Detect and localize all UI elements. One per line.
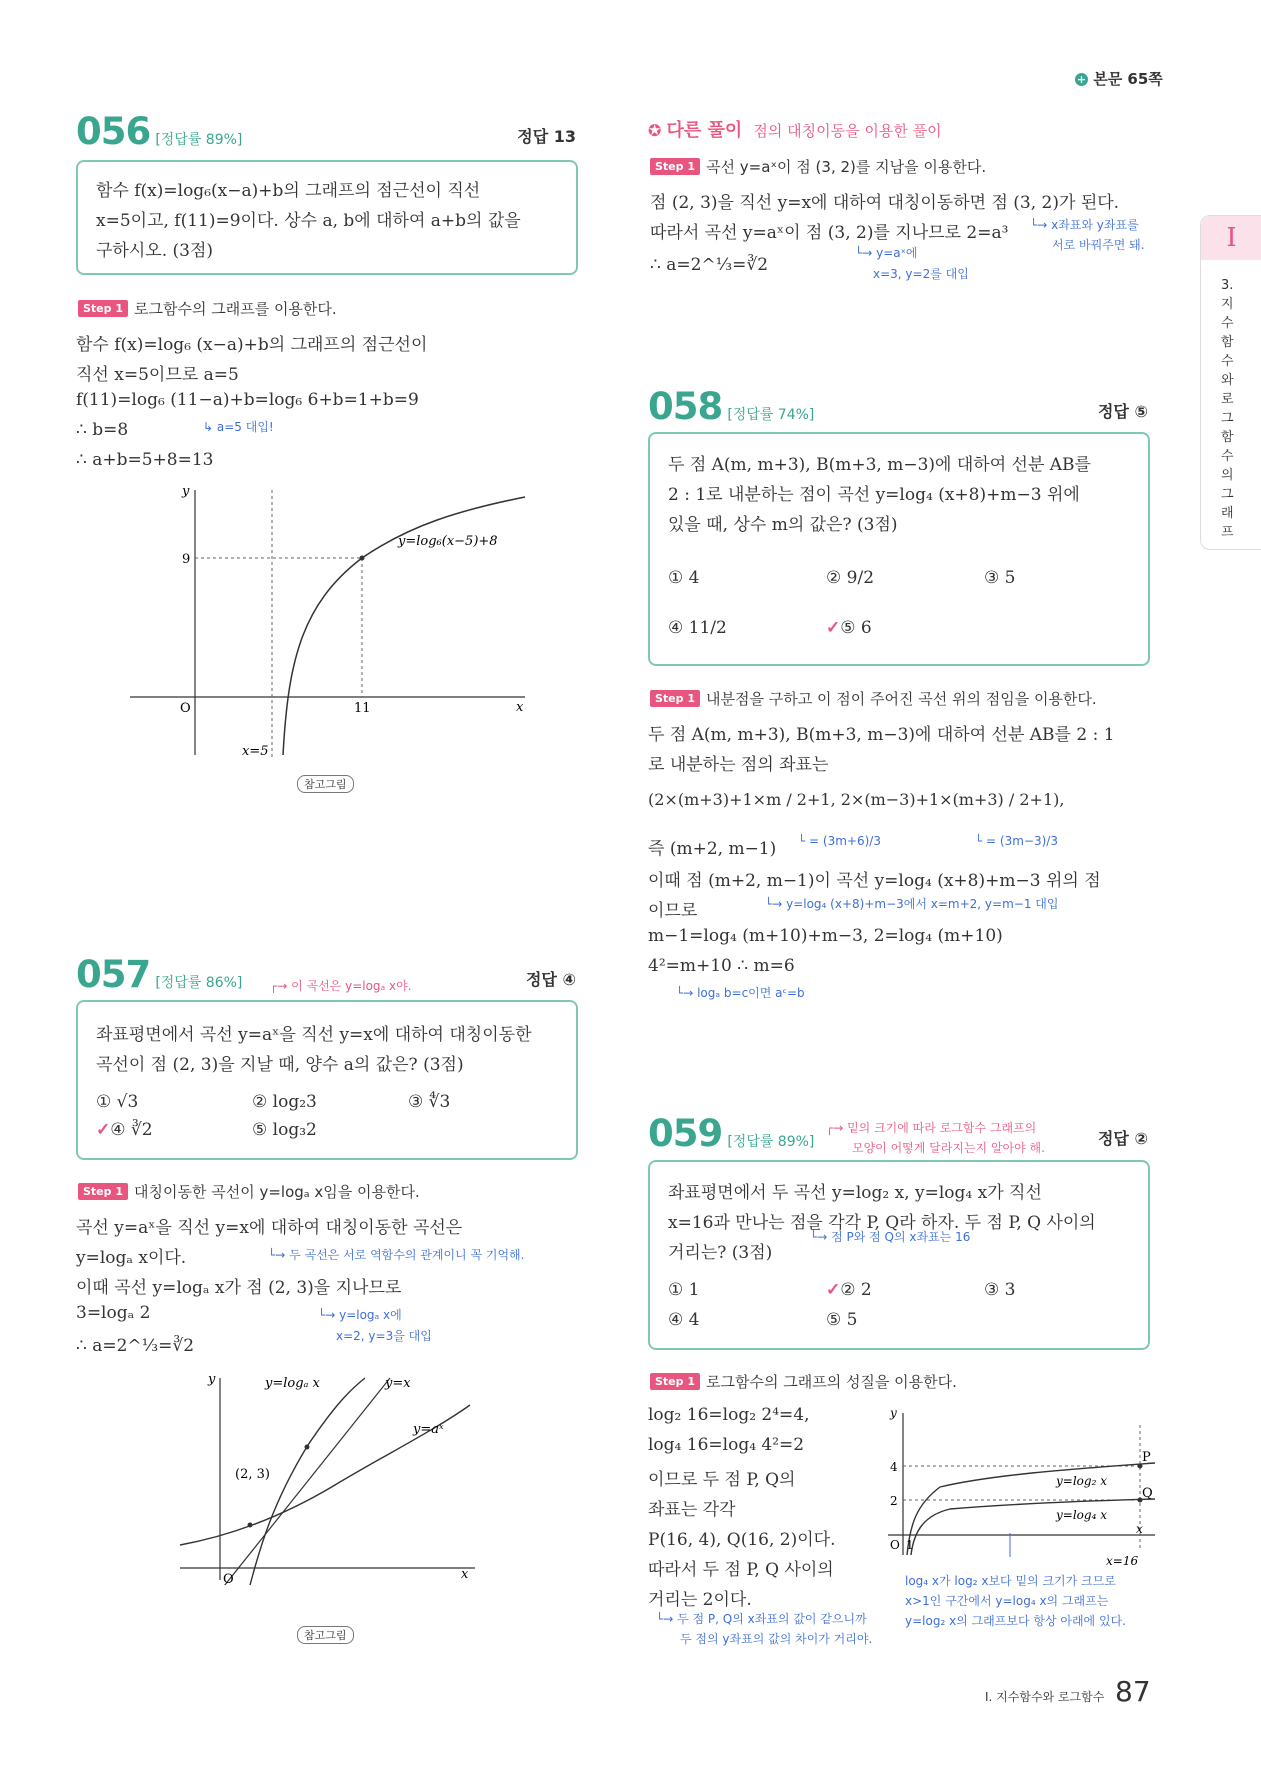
- choice[interactable]: ② log₂3: [252, 1092, 317, 1112]
- step-badge: Step 1: [78, 1183, 128, 1200]
- answer-label: 정답 ④: [525, 970, 576, 989]
- choice[interactable]: ② 9/2: [826, 568, 875, 588]
- step-text: 곡선 y=aˣ이 점 (3, 2)를 지남을 이용한다.: [706, 158, 987, 176]
- annotation: y=log₂ x의 그래프보다 항상 아래에 있다.: [905, 1614, 1126, 1628]
- step-text: 내분점을 구하고 이 점이 주어진 곡선 위의 점임을 이용한다.: [706, 690, 1097, 708]
- step-badge: Step 1: [650, 1373, 700, 1390]
- solution-line: 직선 x=5이므로 a=5: [76, 365, 239, 385]
- choice[interactable]: ⑤ 5: [826, 1310, 858, 1330]
- problem-number: 056: [76, 110, 151, 153]
- solution-line: ∴ a=2^⅓=∛2: [650, 255, 769, 275]
- reference-tag: 참고그림: [297, 775, 354, 793]
- solution-line: 거리는 2이다.: [648, 1590, 752, 1610]
- annotation: x=2, y=3을 대입: [336, 1329, 432, 1343]
- solution-line: (2×(m+3)+1×m / 2+1, 2×(m−3)+1×(m+3) / 2+1),: [648, 790, 1065, 809]
- step-badge: Step 1: [650, 690, 700, 707]
- solution-line: 로 내분하는 점의 좌표는: [648, 755, 829, 775]
- reference-tag: 참고그림: [297, 1626, 354, 1644]
- solution-line: y=logₐ x이다.: [76, 1248, 187, 1268]
- graph-056: [120, 485, 540, 765]
- svg-text:O: O: [223, 1572, 234, 1585]
- annotation: 두 점의 y좌표의 값의 차이가 거리야.: [680, 1632, 873, 1646]
- solution-line: 따라서 두 점 P, Q 사이의: [648, 1560, 834, 1580]
- problem-056-question: 함수 f(x)=log₆(x−a)+b의 그래프의 점근선이 직선 x=5이고, f(11)=9이다. 상수 a, b에 대하여 a+b의 값을 구하시오. (3점): [76, 160, 578, 275]
- choice[interactable]: ③ 3: [984, 1280, 1016, 1300]
- solution-line: log₄ 16=log₄ 4²=2: [648, 1435, 805, 1455]
- graph-059: [870, 1405, 1160, 1570]
- solution-line: f(11)=log₆ (11−a)+b=log₆ 6+b=1+b=9: [76, 390, 419, 410]
- svg-text:x=5: x=5: [242, 744, 269, 759]
- annotation: └→ 점 P와 점 Q의 x좌표는 16: [810, 1230, 971, 1244]
- solution-line: 이므로: [648, 901, 698, 921]
- svg-text:y=log₄ x: y=log₄ x: [1056, 1508, 1107, 1522]
- svg-text:y: y: [208, 1375, 216, 1387]
- svg-text:y: y: [890, 1406, 897, 1420]
- solution-line: 곡선 y=aˣ을 직선 y=x에 대하여 대칭이동한 곡선은: [76, 1218, 463, 1238]
- page-number: 87: [1115, 1675, 1151, 1708]
- answer-label: 정답 13: [517, 127, 576, 146]
- side-tab: [1200, 215, 1261, 550]
- annotation: 모양이 어떻게 달라지는지 알아야 해.: [852, 1141, 1045, 1155]
- annotation: └→ y=logₐ x에: [318, 1308, 402, 1322]
- solution-line: 이때 점 (m+2, m−1)이 곡선 y=log₄ (x+8)+m−3 위의 점: [648, 871, 1101, 891]
- svg-text:O: O: [890, 1538, 900, 1552]
- problem-058-question: 두 점 A(m, m+3), B(m+3, m−3)에 대하여 선분 AB를 2 : 1로 내분하는 점이 곡선 y=log₄ (x+8)+m−3 위에 있을 때, 상수 m의 값은? (3점) ① 4 ② 9/2 ③ 5 ④ 11/2 ✓⑤ 6: [648, 432, 1150, 666]
- svg-text:11: 11: [354, 701, 371, 716]
- check-icon: ✓: [826, 1280, 841, 1300]
- svg-text:y: y: [182, 485, 190, 499]
- annotation: └→ 두 곡선은 서로 역함수의 관계이니 꼭 기억해.: [268, 1248, 525, 1262]
- solution-line: 점 (2, 3)을 직선 y=x에 대하여 대칭이동하면 점 (3, 2)가 된다.: [650, 193, 1120, 213]
- annotation: └→ y=aˣ에: [855, 246, 918, 260]
- svg-text:y=log₂ x: y=log₂ x: [1056, 1474, 1107, 1488]
- correct-rate: [정답률 89%]: [727, 1134, 815, 1150]
- choice[interactable]: ① 4: [668, 568, 700, 588]
- choice[interactable]: ③ ∜3: [408, 1092, 451, 1112]
- check-icon: ✓: [96, 1120, 111, 1140]
- annotation: ↳ a=5 대입!: [203, 420, 274, 434]
- problem-058-header: [648, 385, 1148, 429]
- solution-line: P(16, 4), Q(16, 2)이다.: [648, 1530, 836, 1550]
- answer-label: 정답 ②: [1097, 1129, 1148, 1148]
- choice[interactable]: ④ 11/2: [668, 618, 727, 638]
- star-icon: ✪: [648, 121, 662, 140]
- check-icon: ✓: [826, 618, 841, 638]
- solution-line: ∴ a+b=5+8=13: [76, 450, 214, 470]
- solution-line: 즉 (m+2, m−1): [648, 839, 777, 859]
- step-badge: Step 1: [650, 158, 700, 175]
- solution-line: 3=logₐ 2: [76, 1303, 151, 1323]
- step-text: 로그함수의 그래프의 성질을 이용한다.: [706, 1373, 957, 1391]
- annotation: └ = (3m−3)/3: [975, 834, 1058, 848]
- problem-056-header: [76, 110, 576, 154]
- choice[interactable]: ④ 4: [668, 1310, 700, 1330]
- choice[interactable]: ③ 5: [984, 568, 1016, 588]
- annotation: ┌→ 밑의 크기에 따라 로그함수 그래프의: [826, 1121, 1037, 1135]
- choice[interactable]: ① 1: [668, 1280, 700, 1300]
- choice-selected[interactable]: ✓④ ∛2: [96, 1120, 153, 1140]
- annotation: └→ logₐ b=c이면 aᶜ=b: [676, 986, 805, 1000]
- svg-text:O: O: [180, 701, 191, 716]
- annotation: └ = (3m+6)/3: [798, 834, 881, 848]
- solution-line: 두 점 A(m, m+3), B(m+3, m−3)에 대하여 선분 AB를 2 : 1: [648, 725, 1115, 745]
- svg-text:(2, 3): (2, 3): [235, 1467, 270, 1482]
- svg-text:x: x: [461, 1567, 469, 1582]
- step-text: 대칭이동한 곡선이 y=logₐ x임을 이용한다.: [134, 1183, 420, 1201]
- svg-text:x: x: [1136, 1522, 1143, 1536]
- problem-057-question: 좌표평면에서 곡선 y=aˣ을 직선 y=x에 대하여 대칭이동한 곡선이 점 (2, 3)을 지날 때, 양수 a의 값은? (3점) ① √3 ② log₂3 ③ ∜3 ✓④ ∛2 ⑤ log₃2: [76, 1000, 578, 1160]
- svg-text:y=x: y=x: [385, 1376, 411, 1391]
- svg-text:2: 2: [890, 1494, 898, 1508]
- problem-number: 057: [76, 953, 151, 996]
- annotation: └→ 두 점 P, Q의 x좌표의 값이 같으니까: [656, 1612, 867, 1626]
- solution-line: log₂ 16=log₂ 2⁴=4,: [648, 1405, 810, 1425]
- choice[interactable]: ① √3: [96, 1092, 139, 1112]
- svg-text:P: P: [1142, 1450, 1151, 1465]
- alt-solution-title: ✪ 다른 풀이 점의 대칭이동을 이용한 풀이: [648, 120, 942, 141]
- svg-text:1: 1: [906, 1538, 914, 1552]
- choice[interactable]: ⑤ log₃2: [252, 1120, 317, 1140]
- correct-rate: [정답률 86%]: [155, 975, 243, 991]
- choice-selected[interactable]: ✓⑤ 6: [826, 618, 872, 638]
- graph-057: [175, 1375, 485, 1585]
- svg-text:y=aˣ: y=aˣ: [413, 1422, 444, 1437]
- problem-number: 059: [648, 1112, 723, 1155]
- circle-plus-icon: +: [1076, 73, 1087, 86]
- side-tab-chapter: 3. 지수함수와 로그함수의 그래프: [1221, 278, 1234, 540]
- annotation: └→ x좌표와 y좌표를: [1030, 218, 1139, 232]
- solution-line: 함수 f(x)=log₆ (x−a)+b의 그래프의 점근선이: [76, 335, 428, 355]
- annotation: └→ y=log₄ (x+8)+m−3에서 x=m+2, y=m−1 대입: [765, 897, 1059, 911]
- solution-line: ∴ b=8: [76, 420, 129, 440]
- svg-text:x: x: [516, 700, 524, 715]
- svg-text:Q: Q: [1142, 1486, 1153, 1501]
- solution-line: ∴ a=2^⅓=∛2: [76, 1336, 195, 1356]
- annotation: log₄ x가 log₂ x보다 밑의 크기가 크므로: [905, 1574, 1116, 1588]
- annotation: x=3, y=2를 대입: [873, 267, 969, 281]
- svg-text:y=logₐ x: y=logₐ x: [265, 1376, 320, 1391]
- step-badge: Step 1: [78, 300, 128, 317]
- side-tab-roman: I: [1201, 216, 1261, 260]
- solution-line: 이므로 두 점 P, Q의: [648, 1470, 796, 1490]
- correct-rate: [정답률 89%]: [155, 132, 243, 148]
- correct-rate: [정답률 74%]: [727, 407, 815, 423]
- step-text: 로그함수의 그래프를 이용한다.: [134, 300, 337, 318]
- annotation: x>1인 구간에서 y=log₄ x의 그래프는: [905, 1594, 1109, 1608]
- solution-line: m−1=log₄ (m+10)+m−3, 2=log₄ (m+10): [648, 926, 1003, 946]
- svg-text:9: 9: [182, 552, 191, 567]
- solution-line: 따라서 곡선 y=aˣ이 점 (3, 2)를 지나므로 2=a³: [650, 223, 1009, 243]
- annotation: ┌→ 이 곡선은 y=logₐ x야.: [270, 979, 412, 993]
- annotation: 서로 바꿔주면 돼.: [1052, 238, 1145, 252]
- svg-text:4: 4: [890, 1460, 898, 1474]
- solution-line: 이때 곡선 y=logₐ x가 점 (2, 3)을 지나므로: [76, 1278, 402, 1298]
- solution-line: 좌표는 각각: [648, 1500, 736, 1520]
- svg-text:x=16: x=16: [1106, 1554, 1139, 1568]
- problem-059-question: 좌표평면에서 두 곡선 y=log₂ x, y=log₄ x가 직선 x=16과 만나는 점을 각각 P, Q라 하자. 두 점 P, Q 사이의 거리는? (3점) └→ 점 P와 점 Q의 x좌표는 16 ① 1 ✓② 2 ③ 3 ④ 4 ⑤ 5: [648, 1160, 1150, 1350]
- choice-selected[interactable]: ✓② 2: [826, 1280, 872, 1300]
- svg-text:y=log₆(x−5)+8: y=log₆(x−5)+8: [398, 534, 498, 549]
- page-ref: + 본문 65쪽: [1076, 70, 1163, 88]
- answer-label: 정답 ⑤: [1097, 402, 1148, 421]
- problem-number: 058: [648, 385, 723, 428]
- footer-chapter: Ⅰ. 지수함수와 로그함수: [985, 1690, 1105, 1704]
- solution-line: 4²=m+10 ∴ m=6: [648, 956, 795, 976]
